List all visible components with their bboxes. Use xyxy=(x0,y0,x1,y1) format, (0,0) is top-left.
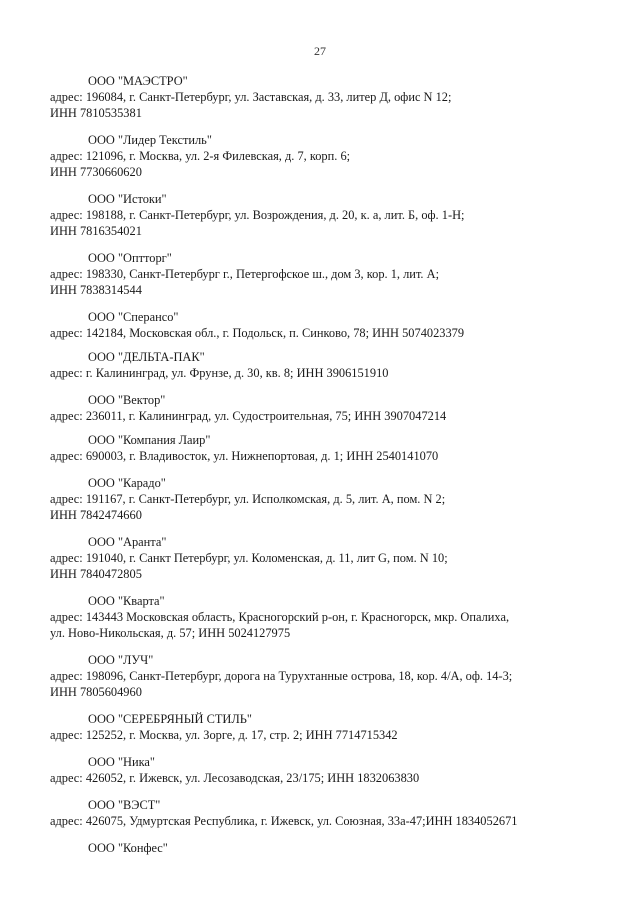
company-entry xyxy=(50,797,610,829)
company-entry xyxy=(50,534,610,582)
address-line: адрес: 196084, г. Санкт-Петербург, ул. Заставская, д. 33, литер Д, офис N 12; xyxy=(50,90,452,104)
address-line: адрес: 121096, г. Москва, ул. 2-я Филевская, д. 7, корп. 6; xyxy=(50,149,351,163)
inn-line: ИНН 7838314544 xyxy=(50,283,142,297)
address-line: адрес: 426075, Удмуртская Республика, г. Ижевск, ул. Союзная, 33а-47;ИНН 1834052671 xyxy=(50,814,518,828)
company-name: ООО "Аранта" xyxy=(88,535,167,549)
company-entry xyxy=(50,132,610,180)
company-entry xyxy=(50,392,610,424)
company-name: ООО "ДЕЛЬТА-ПАК" xyxy=(88,350,205,364)
address-line: адрес: 690003, г. Владивосток, ул. Нижнепортовая, д. 1; ИНН 2540141070 xyxy=(50,449,439,463)
company-entry xyxy=(50,432,610,464)
address-line: адрес: 426052, г. Ижевск, ул. Лесозаводская, 23/175; ИНН 1832063830 xyxy=(50,771,420,785)
address-line: адрес: 198188, г. Санкт-Петербург, ул. Возрождения, д. 20, к. а, лит. Б, оф. 1-Н; xyxy=(50,208,465,222)
company-entry xyxy=(50,840,610,856)
inn-line: ИНН 7730660620 xyxy=(50,165,142,179)
company-entry xyxy=(50,73,610,121)
address-line: адрес: 191040, г. Санкт Петербург, ул. Коломенская, д. 11, лит G, пом. N 10; xyxy=(50,551,448,565)
company-entry xyxy=(50,711,610,743)
address-line: адрес: 143443 Московская область, Красногорский р-он, г. Красногорск, мкр. Опалиха, xyxy=(50,610,510,624)
company-entry xyxy=(50,250,610,298)
company-entry xyxy=(50,652,610,700)
address-line: ул. Ново-Никольская, д. 57; ИНН 5024127975 xyxy=(50,626,291,640)
page-number: 27 xyxy=(314,44,326,58)
address-line: адрес: 125252, г. Москва, ул. Зорге, д. 17, стр. 2; ИНН 7714715342 xyxy=(50,728,398,742)
address-line: адрес: 236011, г. Калининград, ул. Судостроительная, 75; ИНН 3907047214 xyxy=(50,409,447,423)
company-entry xyxy=(50,475,610,523)
company-name: ООО "Конфес" xyxy=(88,841,168,855)
company-entry xyxy=(50,309,610,341)
address-line: адрес: 191167, г. Санкт-Петербург, ул. Исполкомская, д. 5, лит. А, пом. N 2; xyxy=(50,492,446,506)
company-name: ООО "Карадо" xyxy=(88,476,166,490)
company-entry xyxy=(50,349,610,381)
address-line: адрес: 198096, Санкт-Петербург, дорога на Турухтанные острова, 18, кор. 4/А, оф. 14-3; xyxy=(50,669,513,683)
inn-line: ИНН 7805604960 xyxy=(50,685,142,699)
company-entry xyxy=(50,593,610,641)
company-name: ООО "Лидер Текстиль" xyxy=(88,133,212,147)
inn-line: ИНН 7816354021 xyxy=(50,224,142,238)
company-entry xyxy=(50,191,610,239)
inn-line: ИНН 7810535381 xyxy=(50,106,142,120)
company-name: ООО "Вектор" xyxy=(88,393,166,407)
company-name: ООО "Кварта" xyxy=(88,594,165,608)
company-entry xyxy=(50,754,610,786)
company-name: ООО "ВЭСТ" xyxy=(88,798,161,812)
company-name: ООО "Ника" xyxy=(88,755,155,769)
company-name: ООО "ЛУЧ" xyxy=(88,653,154,667)
company-list xyxy=(50,73,610,856)
inn-line: ИНН 7840472805 xyxy=(50,567,142,581)
company-name: ООО "МАЭСТРО" xyxy=(88,74,188,88)
address-line: адрес: 198330, Санкт-Петербург г., Петергофское ш., дом 3, кор. 1, лит. А; xyxy=(50,267,440,281)
company-name: ООО "СЕРЕБРЯНЫЙ СТИЛЬ" xyxy=(88,712,252,726)
company-name: ООО "Сперансо" xyxy=(88,310,179,324)
company-name: ООО "Компания Лаир" xyxy=(88,433,211,447)
inn-line: ИНН 7842474660 xyxy=(50,508,142,522)
company-name: ООО "Истоки" xyxy=(88,192,167,206)
company-name: ООО "Оптторг" xyxy=(88,251,172,265)
address-line: адрес: 142184, Московская обл., г. Подольск, п. Синково, 78; ИНН 5074023379 xyxy=(50,326,465,340)
address-line: адрес: г. Калининград, ул. Фрунзе, д. 30, кв. 8; ИНН 3906151910 xyxy=(50,366,389,380)
